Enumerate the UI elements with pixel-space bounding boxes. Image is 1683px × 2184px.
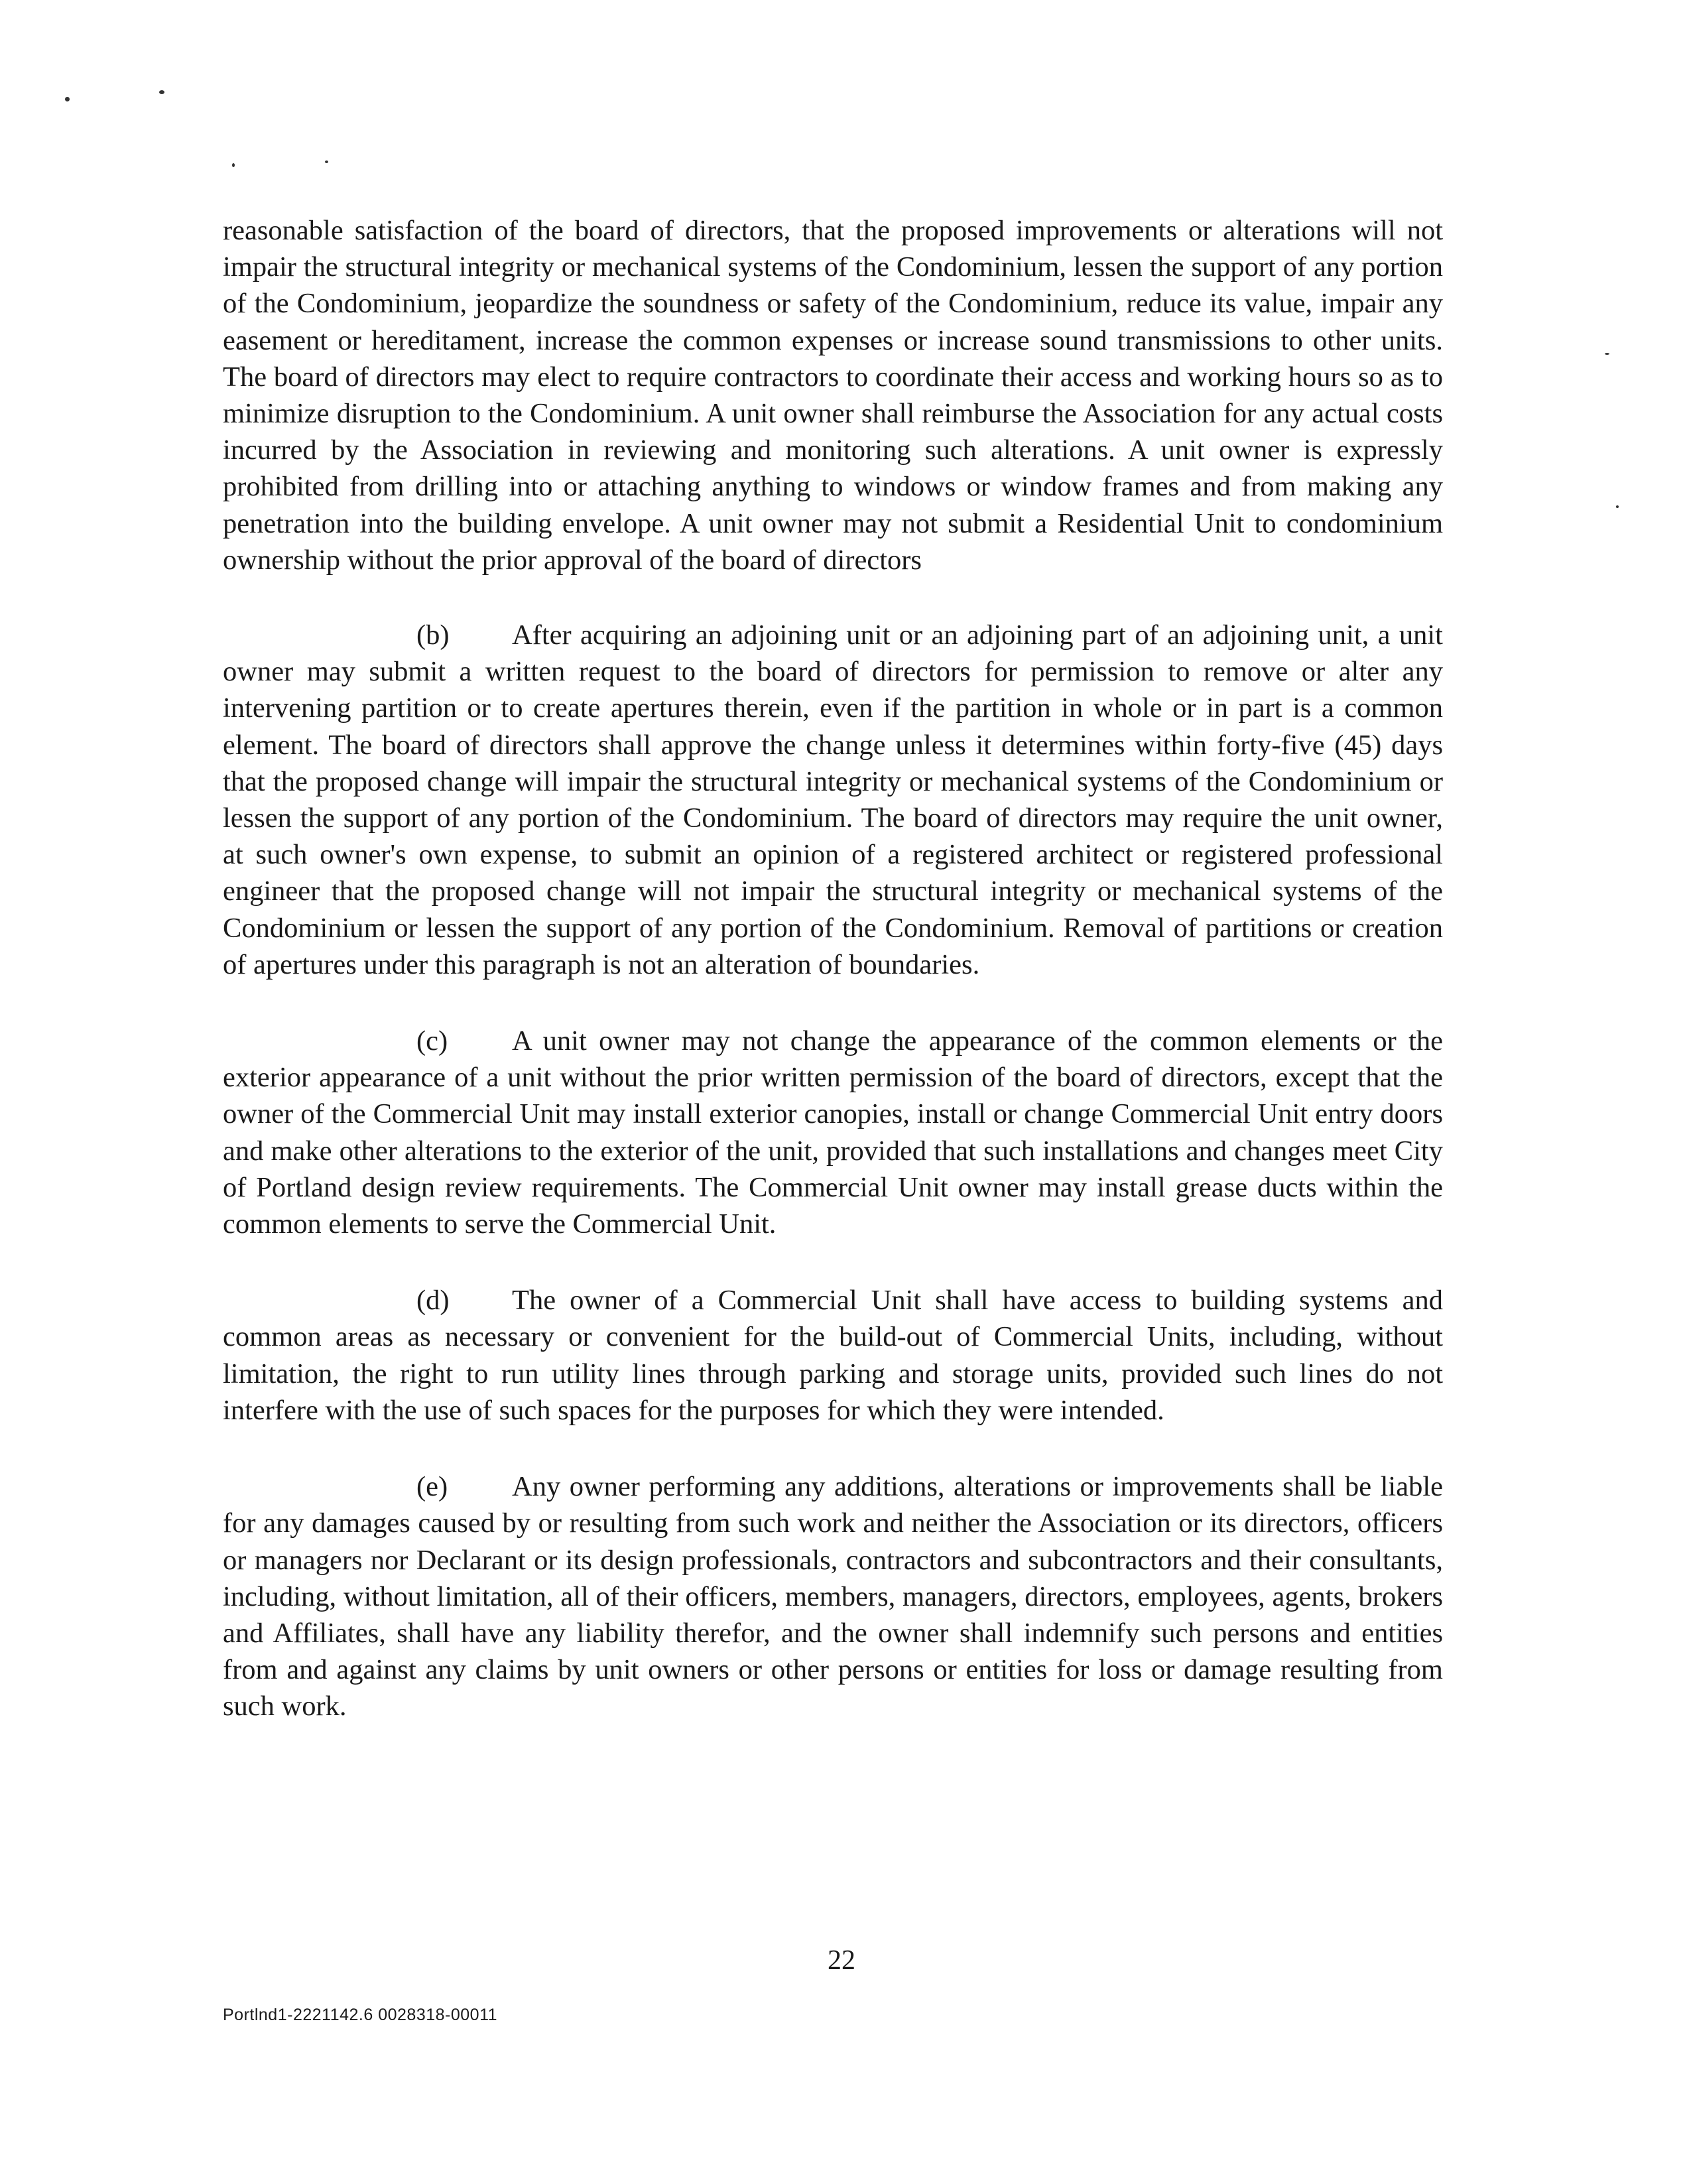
body-text <box>223 212 1443 1765</box>
scan-speck <box>1616 505 1619 508</box>
paragraph-label: (c) <box>416 1025 448 1057</box>
paragraph-label: (b) <box>416 619 450 651</box>
paragraph-text: reasonable satisfaction of the board of directors, that the proposed improvements or alterations will not impair the structural integrity or mechanical systems of the Condominium, lessen the support of any portion of the Condominium, jeopardize the soundness or safety of the Condominium, reduce its value, impair any easement or hereditament, increase the common expenses or increase sound transmissions to other units. The board of directors may elect to require contractors to coordinate their access and working hours so as to minimize disruption to the Condominium. A unit owner shall reimburse the Association for any actual costs incurred by the Association in reviewing and monitoring such alterations. A unit owner is expressly prohibited from drilling into or attaching anything to windows or window frames and from making any penetration into the building envelope. A unit owner may not submit a Residential Unit to condominium ownership without the prior approval of the board of directors <box>223 215 1443 576</box>
document-id-footer: Portlnd1-2221142.6 0028318-00011 <box>223 2006 498 2024</box>
page-number: 22 <box>828 1945 855 1976</box>
scan-speck <box>159 90 164 94</box>
paragraph-d <box>223 1282 1443 1429</box>
paragraph-label: (e) <box>416 1471 448 1503</box>
paragraph-text: The owner of a Commercial Unit shall have access to building systems and common areas as necessary or convenient for the build-out of Commercial Units, including, without limitation, the right to run utility lines through parking and storage units, provided such lines do not interfere with the use of such spaces for the purposes for which they were intended. <box>223 1285 1443 1426</box>
paragraph-text: Any owner performing any additions, alterations or improvements shall be liable for any damages caused by or resulting from such work and neither the Association or its directors, officers or managers nor Declarant or its design professionals, contractors and subcontractors and their consultants, including, without limitation, all of their officers, members, managers, directors, employees, agents, brokers and Affiliates, shall have any liability therefor, and the owner shall indemnify such persons and entities from and against any claims by unit owners or other persons or entities for loss or damage resulting from such work. <box>223 1471 1443 1722</box>
paragraph-text: After acquiring an adjoining unit or an adjoining part of an adjoining unit, a unit owner may submit a written request to the board of directors for permission to remove or alter any intervening partition or to create apertures therein, even if the partition in whole or in part is a common element. The board of directors shall approve the change unless it determines within forty-five (45) days that the proposed change will impair the structural integrity or mechanical systems of the Condominium or lessen the support of any portion of the Condominium. The board of directors may require the unit owner, at such owner's own expense, to submit an opinion of a registered architect or registered professional engineer that the proposed change will not impair the structural integrity or mechanical systems of the Condominium or lessen the support of any portion of the Condominium. Removal of partitions or creation of apertures under this paragraph is not an alteration of boundaries. <box>223 619 1443 980</box>
scan-speck <box>65 97 70 101</box>
paragraph-e <box>223 1468 1443 1724</box>
scan-speck <box>232 163 235 167</box>
paragraph-label: (d) <box>416 1285 450 1317</box>
scan-speck <box>1605 353 1609 355</box>
paragraph-c <box>223 1023 1443 1242</box>
paragraph-b <box>223 617 1443 983</box>
paragraph-text: A unit owner may not change the appearance of the common elements or the exterior appearance of a unit without the prior written permission of the board of directors, except that the owner of the Commercial Unit may install exterior canopies, install or change Commercial Unit entry doors and make other alterations to the exterior of the unit, provided that such installations and changes meet City of Portland design review requirements. The Commercial Unit owner may install grease ducts within the common elements to serve the Commercial Unit. <box>223 1025 1443 1240</box>
paragraph-continuation <box>223 212 1443 578</box>
scan-speck <box>325 161 328 163</box>
